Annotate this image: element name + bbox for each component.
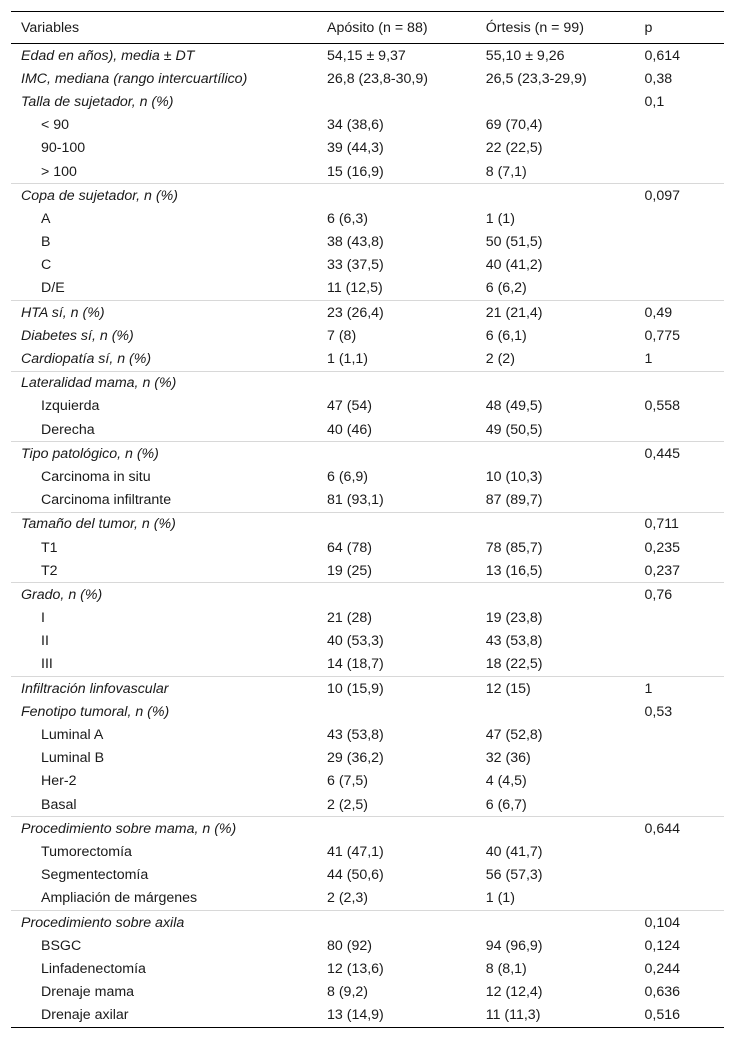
row-label: Carcinoma infiltrante xyxy=(41,492,172,509)
table-row xyxy=(11,864,724,887)
table-row xyxy=(11,817,724,841)
value-ortesis: 2 (2) xyxy=(485,351,515,368)
value-ortesis: 6 (6,7) xyxy=(485,796,527,813)
header-p-value: p xyxy=(644,19,653,36)
table-row xyxy=(11,607,724,630)
row-label: Talla de sujetador, n (%) xyxy=(21,93,174,110)
p-value: 0,1 xyxy=(644,93,665,110)
value-ortesis xyxy=(486,512,645,536)
p-value: 0,516 xyxy=(645,1004,725,1028)
row-label: Procedimiento sobre axila xyxy=(11,910,327,934)
table-row xyxy=(11,559,724,583)
value-ortesis: 56 (57,3) xyxy=(485,867,543,884)
row-label: Tamaño del tumor, n (%) xyxy=(11,512,327,536)
value-aposito: 19 (25) xyxy=(327,562,372,579)
p-value xyxy=(645,864,725,887)
p-value: 0,124 xyxy=(644,937,681,954)
p-value xyxy=(645,418,725,442)
row-label: Carcinoma in situ xyxy=(41,468,151,485)
p-value xyxy=(645,114,725,137)
value-ortesis: 13 (16,5) xyxy=(485,562,543,579)
row-label: Ampliación de márgenes xyxy=(41,890,198,907)
table-row xyxy=(11,277,724,301)
row-label: < 90 xyxy=(41,117,70,134)
p-value: 0,445 xyxy=(645,442,725,466)
value-ortesis: 6 (6,2) xyxy=(485,280,527,297)
row-label: Copa de sujetador, n (%) xyxy=(11,184,327,208)
row-label: Lateralidad mama, n (%) xyxy=(11,371,327,395)
table-row xyxy=(11,630,724,653)
value-ortesis: 94 (96,9) xyxy=(485,937,543,954)
table-row xyxy=(11,90,724,113)
value-ortesis: 87 (89,7) xyxy=(485,492,543,509)
table-row xyxy=(11,418,724,442)
row-label: 90-100 xyxy=(41,140,86,157)
value-aposito xyxy=(327,817,486,841)
row-label: Segmentectomía xyxy=(41,867,149,884)
table-row xyxy=(11,395,724,418)
table-row xyxy=(11,1004,724,1028)
value-aposito: 15 (16,9) xyxy=(327,163,384,180)
value-ortesis: 40 (41,2) xyxy=(485,257,543,274)
table-row xyxy=(11,536,724,559)
value-aposito: 7 (8) xyxy=(327,327,357,344)
value-aposito xyxy=(327,700,486,723)
value-ortesis: 11 (11,3) xyxy=(486,1004,645,1028)
baseline-characteristics-table xyxy=(11,11,724,1028)
value-aposito: 6 (6,9) xyxy=(327,468,369,485)
row-label: Procedimiento sobre mama, n (%) xyxy=(11,817,327,841)
table-row xyxy=(11,793,724,817)
value-ortesis: 26,5 (23,3-29,9) xyxy=(485,70,587,87)
row-label: Tipo patológico, n (%) xyxy=(11,442,327,466)
value-aposito xyxy=(327,184,486,208)
table-row xyxy=(11,583,724,607)
value-ortesis: 40 (41,7) xyxy=(485,843,543,860)
row-label: B xyxy=(41,234,51,251)
row-label: II xyxy=(41,633,49,650)
row-label: A xyxy=(41,210,51,227)
value-aposito: 14 (18,7) xyxy=(327,656,384,673)
table-row xyxy=(11,324,724,347)
value-aposito: 29 (36,2) xyxy=(327,750,384,767)
table-row xyxy=(11,371,724,395)
value-ortesis xyxy=(486,700,645,723)
row-label: C xyxy=(41,257,52,274)
row-label: > 100 xyxy=(41,163,77,180)
row-label: T1 xyxy=(41,539,58,556)
value-aposito: 80 (92) xyxy=(327,937,372,954)
row-label: Drenaje axilar xyxy=(11,1004,327,1028)
row-label: T2 xyxy=(41,562,58,579)
p-value: 0,097 xyxy=(645,184,725,208)
row-label: Edad en años), media ± DT xyxy=(21,47,195,64)
row-label: Derecha xyxy=(41,421,95,438)
value-aposito xyxy=(327,910,486,934)
row-label: Diabetes sí, n (%) xyxy=(21,327,134,344)
value-aposito: 13 (14,9) xyxy=(327,1004,486,1028)
value-aposito: 54,15 ± 9,37 xyxy=(327,47,406,64)
row-label: Her-2 xyxy=(41,773,77,790)
p-value xyxy=(645,137,725,160)
value-ortesis xyxy=(486,90,645,113)
value-ortesis: 50 (51,5) xyxy=(485,234,543,251)
table-row xyxy=(11,160,724,184)
p-value xyxy=(645,793,725,817)
value-aposito: 81 (93,1) xyxy=(327,492,384,509)
value-ortesis: 49 (50,5) xyxy=(485,421,543,438)
p-value xyxy=(645,723,725,746)
value-aposito: 47 (54) xyxy=(327,398,372,415)
table-row xyxy=(11,137,724,160)
p-value: 0,237 xyxy=(644,562,681,579)
value-aposito: 34 (38,6) xyxy=(327,117,384,134)
table-row xyxy=(11,465,724,488)
p-value xyxy=(645,630,725,653)
p-value xyxy=(645,371,725,395)
p-value: 0,235 xyxy=(644,539,681,556)
p-value: 0,76 xyxy=(645,583,725,607)
value-ortesis: 8 (8,1) xyxy=(485,960,527,977)
table-row xyxy=(11,957,724,980)
value-aposito: 38 (43,8) xyxy=(327,234,384,251)
table-row xyxy=(11,207,724,230)
p-value xyxy=(645,207,725,230)
table-row xyxy=(11,981,724,1004)
row-label: III xyxy=(41,656,53,673)
row-label: HTA sí, n (%) xyxy=(11,301,327,325)
value-aposito: 33 (37,5) xyxy=(327,257,384,274)
value-ortesis: 19 (23,8) xyxy=(485,610,543,627)
value-aposito: 2 (2,5) xyxy=(327,796,369,813)
value-ortesis xyxy=(486,910,645,934)
p-value: 0,644 xyxy=(645,817,725,841)
p-value: 1 xyxy=(644,351,653,368)
value-ortesis: 69 (70,4) xyxy=(485,117,543,134)
p-value xyxy=(645,770,725,793)
table-row xyxy=(11,347,724,371)
value-ortesis: 55,10 ± 9,26 xyxy=(485,47,565,64)
row-label: Basal xyxy=(41,796,77,813)
header-aposito: Apósito (n = 88) xyxy=(327,19,428,36)
value-ortesis: 48 (49,5) xyxy=(485,398,543,415)
value-aposito xyxy=(327,442,486,466)
value-aposito: 44 (50,6) xyxy=(327,867,384,884)
p-value: 0,53 xyxy=(644,703,673,720)
value-aposito xyxy=(327,371,486,395)
table-row xyxy=(11,442,724,466)
table-row xyxy=(11,254,724,277)
table-row xyxy=(11,700,724,723)
value-aposito: 12 (13,6) xyxy=(327,960,384,977)
table-row xyxy=(11,512,724,536)
header-ortesis: Órtesis (n = 99) xyxy=(485,19,584,36)
p-value: 0,775 xyxy=(644,327,681,344)
header-row xyxy=(11,12,724,44)
p-value: 0,636 xyxy=(644,984,681,1001)
p-value xyxy=(645,254,725,277)
row-label: Izquierda xyxy=(41,398,100,415)
p-value xyxy=(645,607,725,630)
p-value xyxy=(645,277,725,301)
p-value: 0,104 xyxy=(645,910,725,934)
row-label: Luminal B xyxy=(41,750,105,767)
value-ortesis: 22 (22,5) xyxy=(485,140,543,157)
row-label: Tumorectomía xyxy=(41,843,132,860)
p-value xyxy=(645,887,725,911)
p-value xyxy=(645,160,725,184)
value-aposito: 11 (12,5) xyxy=(327,280,383,297)
value-aposito: 39 (44,3) xyxy=(327,140,384,157)
table-row xyxy=(11,184,724,208)
row-label: IMC, mediana (rango intercuartílico) xyxy=(21,70,248,87)
row-label: Drenaje mama xyxy=(41,984,135,1001)
row-label: Linfadenectomía xyxy=(41,960,146,977)
p-value: 0,49 xyxy=(645,301,725,325)
table-row xyxy=(11,44,724,68)
value-ortesis: 10 (10,3) xyxy=(485,468,543,485)
value-ortesis xyxy=(486,442,645,466)
table-row xyxy=(11,677,724,701)
value-ortesis: 18 (22,5) xyxy=(485,656,543,673)
table-row xyxy=(11,770,724,793)
p-value: 0,614 xyxy=(644,47,681,64)
value-ortesis: 78 (85,7) xyxy=(485,539,543,556)
value-ortesis: 4 (4,5) xyxy=(485,773,527,790)
table-row xyxy=(11,231,724,254)
table-row xyxy=(11,887,724,911)
value-aposito: 1 (1,1) xyxy=(327,351,369,368)
table-row xyxy=(11,910,724,934)
table-row xyxy=(11,747,724,770)
row-label: Fenotipo tumoral, n (%) xyxy=(21,703,170,720)
value-ortesis: 12 (12,4) xyxy=(485,984,543,1001)
value-ortesis: 43 (53,8) xyxy=(485,633,543,650)
header-variables: Variables xyxy=(21,19,80,36)
value-ortesis xyxy=(486,583,645,607)
p-value xyxy=(645,231,725,254)
p-value: 0,244 xyxy=(644,960,681,977)
table-row xyxy=(11,653,724,677)
p-value: 1 xyxy=(645,677,725,701)
value-aposito: 40 (46) xyxy=(327,421,372,438)
value-ortesis: 6 (6,1) xyxy=(485,327,527,344)
table-row xyxy=(11,67,724,90)
row-label: Luminal A xyxy=(41,727,104,744)
p-value: 0,38 xyxy=(644,70,673,87)
value-aposito: 6 (7,5) xyxy=(327,773,369,790)
value-aposito: 43 (53,8) xyxy=(327,727,384,744)
value-aposito xyxy=(327,583,486,607)
value-aposito xyxy=(327,90,486,113)
value-ortesis: 1 (1) xyxy=(485,890,515,907)
value-ortesis xyxy=(486,371,645,395)
p-value xyxy=(645,465,725,488)
table-row xyxy=(11,723,724,746)
value-aposito: 10 (15,9) xyxy=(327,677,486,701)
value-ortesis xyxy=(486,184,645,208)
value-ortesis xyxy=(486,817,645,841)
p-value: 0,711 xyxy=(645,512,725,536)
table-row xyxy=(11,840,724,863)
value-aposito: 41 (47,1) xyxy=(327,843,384,860)
table-row xyxy=(11,489,724,513)
p-value xyxy=(645,653,725,677)
value-ortesis: 47 (52,8) xyxy=(485,727,543,744)
value-aposito: 2 (2,3) xyxy=(327,890,369,907)
value-aposito: 26,8 (23,8-30,9) xyxy=(327,70,428,87)
value-aposito: 23 (26,4) xyxy=(327,301,486,325)
p-value xyxy=(645,747,725,770)
value-aposito: 40 (53,3) xyxy=(327,633,384,650)
value-aposito: 64 (78) xyxy=(327,539,372,556)
value-aposito: 8 (9,2) xyxy=(327,984,369,1001)
value-aposito xyxy=(327,512,486,536)
p-value xyxy=(645,489,725,513)
p-value: 0,558 xyxy=(644,398,681,415)
table-row xyxy=(11,301,724,325)
value-ortesis: 12 (15) xyxy=(486,677,645,701)
row-label: D/E xyxy=(41,280,65,297)
row-label: I xyxy=(41,610,45,627)
value-ortesis: 21 (21,4) xyxy=(486,301,645,325)
value-ortesis: 1 (1) xyxy=(485,210,515,227)
row-label: BSGC xyxy=(41,937,82,954)
value-aposito: 6 (6,3) xyxy=(327,210,369,227)
table-row xyxy=(11,934,724,957)
p-value xyxy=(645,840,725,863)
value-aposito: 21 (28) xyxy=(327,610,372,627)
table-row xyxy=(11,114,724,137)
row-label: Cardiopatía sí, n (%) xyxy=(21,351,152,368)
value-ortesis: 8 (7,1) xyxy=(485,163,527,180)
row-label: Grado, n (%) xyxy=(11,583,327,607)
value-ortesis: 32 (36) xyxy=(485,750,531,767)
row-label: Infiltración linfovascular xyxy=(11,677,327,701)
